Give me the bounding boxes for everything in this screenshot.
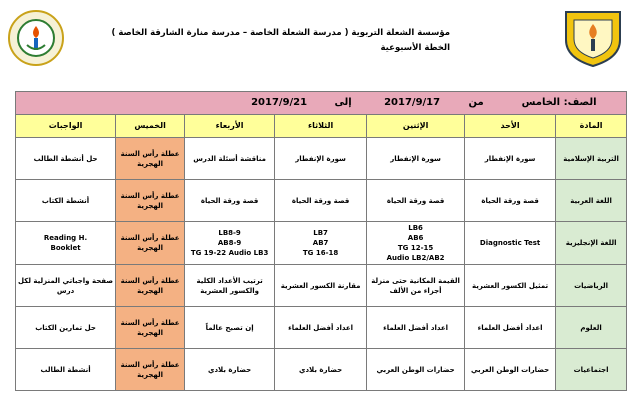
from-label: من <box>468 97 484 108</box>
table-row <box>16 349 627 391</box>
thursday-cell: عطلة رأس السنة الهجرية <box>116 349 185 391</box>
grade-label: الصف: الخامس <box>521 97 597 108</box>
sunday-cell: اعداد أفضل العلماء <box>465 307 556 349</box>
days-header-row <box>16 115 627 138</box>
homework-cell: صفحة واجباتي المنزلية لكل درس <box>16 265 116 307</box>
homework-cell: Reading H. Booklet <box>16 222 116 265</box>
from-date: 2017/9/17 <box>384 97 441 108</box>
wednesday-cell: إن تصبح عالماً <box>185 307 275 349</box>
tuesday-cell: LB7 AB7 TG 16-18 <box>275 222 367 265</box>
sunday-cell: سورة الإنفطار <box>465 138 556 180</box>
monday-cell: سورة الإنفطار <box>367 138 465 180</box>
thursday-cell: عطلة رأس السنة الهجرية <box>116 307 185 349</box>
homework-cell: أنشطة الكتاب <box>16 180 116 222</box>
homework-cell: حل أنشطة الطالب <box>16 138 116 180</box>
shield-emblem-icon <box>560 6 626 68</box>
sunday-cell: Diagnostic Test <box>465 222 556 265</box>
table-row <box>16 138 627 180</box>
table-row <box>16 180 627 222</box>
wednesday-cell: ترتيب الأعداد الكلية والكسور العشرية <box>185 265 275 307</box>
tuesday-cell: اعداد أفضل العلماء <box>275 307 367 349</box>
table-row <box>16 222 627 265</box>
sunday-cell: حضارات الوطن العربي <box>465 349 556 391</box>
subject-cell: اللغة العربية <box>556 180 627 222</box>
monday-cell: LB6 AB6 TG 12-15 Audio LB2/AB2 <box>367 222 465 265</box>
homework-cell: حل تمارين الكتاب <box>16 307 116 349</box>
school-logo-right <box>560 6 626 68</box>
subject-cell: التربية الإسلامية <box>556 138 627 180</box>
column-header-wednesday: الأربعاء <box>185 115 275 138</box>
column-header-monday: الإثنين <box>367 115 465 138</box>
subject-cell: العلوم <box>556 307 627 349</box>
subject-cell: اللغة الإنجليزية <box>556 222 627 265</box>
column-header-subject: المادة <box>556 115 627 138</box>
subject-cell: الرياضيات <box>556 265 627 307</box>
page-header <box>111 26 450 56</box>
wednesday-cell: حضارة بلادي <box>185 349 275 391</box>
monday-cell: قصة ورقة الحياة <box>367 180 465 222</box>
wednesday-cell: قصة ورقة الحياة <box>185 180 275 222</box>
column-header-tuesday: الثلاثاء <box>275 115 367 138</box>
column-header-thursday: الخميس <box>116 115 185 138</box>
tuesday-cell: مقارنة الكسور العشرية <box>275 265 367 307</box>
thursday-cell: عطلة رأس السنة الهجرية <box>116 265 185 307</box>
sunday-cell: قصة ورقة الحياة <box>465 180 556 222</box>
column-header-sunday: الأحد <box>465 115 556 138</box>
tuesday-cell: حضارة بلادي <box>275 349 367 391</box>
wednesday-cell: مناقشة أسئلة الدرس <box>185 138 275 180</box>
table-row <box>16 307 627 349</box>
sunday-cell: تمثيل الكسور العشرية <box>465 265 556 307</box>
to-date: 2017/9/21 <box>251 97 308 108</box>
thursday-cell: عطلة رأس السنة الهجرية <box>116 138 185 180</box>
torch-emblem-icon <box>16 18 56 58</box>
wednesday-cell: LB8-9 AB8-9 TG 19-22 Audio LB3 <box>185 222 275 265</box>
school-logo-left <box>8 10 64 66</box>
monday-cell: اعداد أفضل العلماء <box>367 307 465 349</box>
plan-header-cell <box>16 92 627 115</box>
monday-cell: القيمة المكانية حتى منزلة أجزاء من الألف <box>367 265 465 307</box>
tuesday-cell: قصة ورقة الحياة <box>275 180 367 222</box>
organization-title: مؤسسة الشعلة التربوية ( مدرسة الشعلة الخاصة – مدرسة منارة الشارقة الخاصة ) <box>111 28 450 38</box>
homework-cell: أنشطة الطالب <box>16 349 116 391</box>
table-row <box>16 265 627 307</box>
weekly-plan-table <box>15 91 627 391</box>
plan-title: الخطة الأسبوعية <box>380 43 450 53</box>
thursday-cell: عطلة رأس السنة الهجرية <box>116 180 185 222</box>
plan-header-row <box>16 92 627 115</box>
thursday-cell: عطلة رأس السنة الهجرية <box>116 222 185 265</box>
to-label: إلى <box>334 97 352 108</box>
tuesday-cell: سورة الإنفطار <box>275 138 367 180</box>
plan-body <box>16 138 627 391</box>
column-header-homework: الواجبات <box>16 115 116 138</box>
monday-cell: حضارات الوطن العربي <box>367 349 465 391</box>
subject-cell: اجتماعيات <box>556 349 627 391</box>
